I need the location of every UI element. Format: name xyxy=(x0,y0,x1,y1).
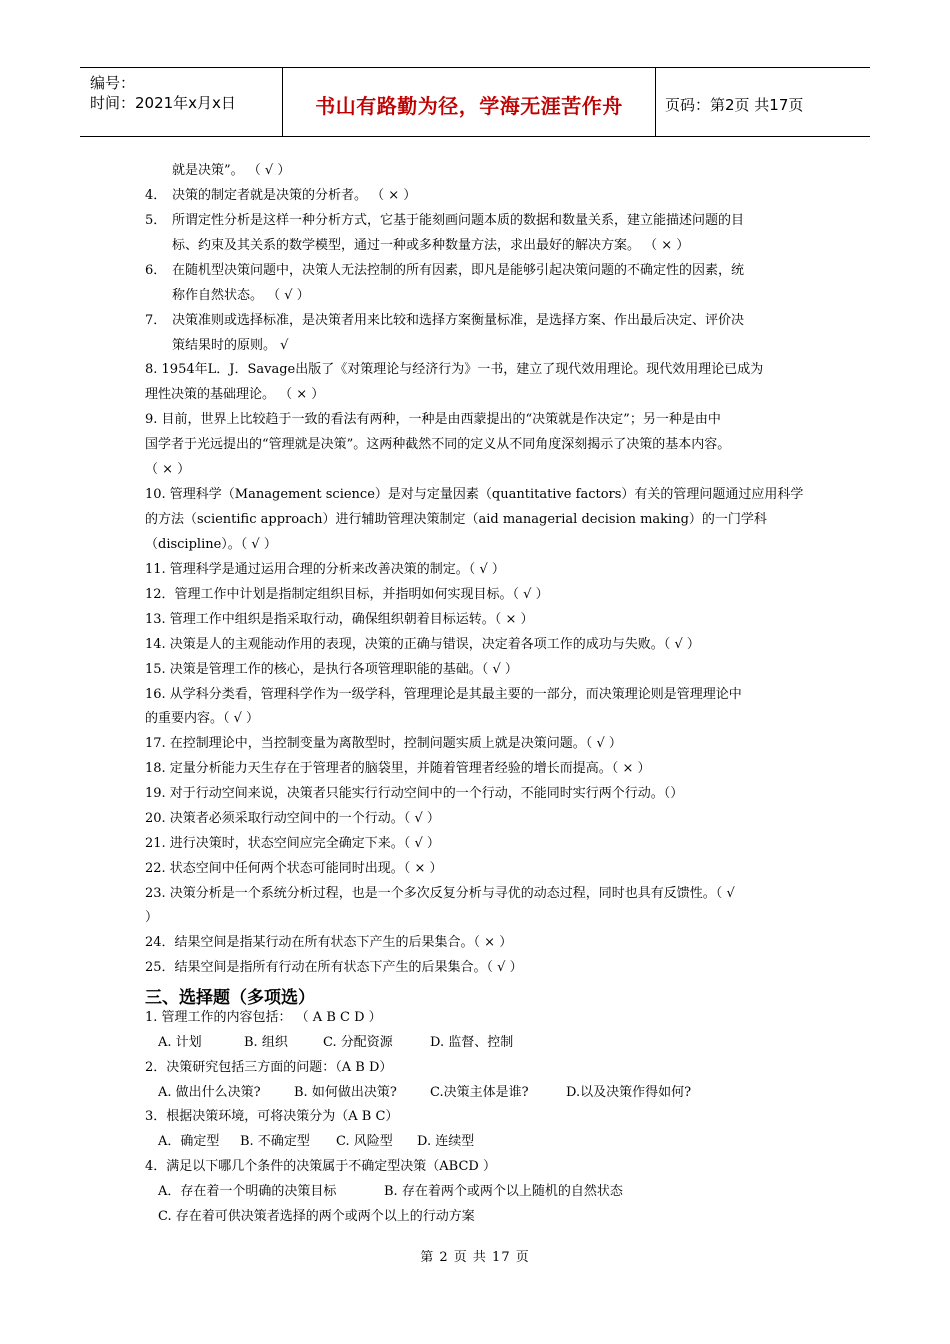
header-motto-cell xyxy=(282,68,656,136)
option-c: C.决策主体是谁? xyxy=(430,1085,529,1100)
item-9: 9. 目前，世界上比较趋于一致的看法有两种，一种是由西蒙提出的“决策就是作决定”；另一种是由中 xyxy=(145,412,721,427)
item-10-cont2: （discipline）。（ √ ） xyxy=(145,537,277,552)
option-d: D. 监督、控制 xyxy=(430,1035,514,1050)
item-18: 18. 定量分析能力天生存在于管理者的脑袋里，并随着管理者经验的增长而提高。（ × ） xyxy=(145,761,651,776)
question-3: 3．根据决策环境，可将决策分为（A B C） xyxy=(145,1109,399,1124)
option-c: C. 分配资源 xyxy=(323,1035,393,1050)
item-8: 8. 1954年L．J．Savage出版了《对策理论与经济行为》一书，建立了现代效用理论。现代效用理论已成为 xyxy=(145,362,764,377)
item-12: 12．管理工作中计划是指制定组织目标，并指明如何实现目标。（ √ ） xyxy=(145,587,549,602)
time-label: 时间：2021年x月x日 xyxy=(90,94,236,112)
code-label: 编号： xyxy=(90,74,136,92)
item-17: 17. 在控制理论中，当控制变量为离散型时，控制问题实质上就是决策问题。（ √ ） xyxy=(145,736,622,751)
option-a: A．存在着一个明确的决策目标 xyxy=(158,1184,337,1199)
item-16: 16. 从学科分类看，管理科学作为一级学科，管理理论是其最主要的一部分，而决策理论则是管理理论中 xyxy=(145,687,742,702)
item-number: 7． xyxy=(145,313,167,328)
item-6-cont: 称作自然状态。 （ √ ） xyxy=(172,288,310,303)
item-23-cont: ） xyxy=(145,910,159,925)
item-20: 20. 决策者必须采取行动空间中的一个行动。（ √ ） xyxy=(145,811,440,826)
option-b: B. 不确定型 xyxy=(240,1134,310,1149)
question-4: 4．满足以下哪几个条件的决策属于不确定型决策（ABCD ） xyxy=(145,1159,496,1174)
item-text: 在随机型决策问题中，决策人无法控制的所有因素，即凡是能够引起决策问题的不确定性的因素，统 xyxy=(172,263,745,278)
item-text: 决策的制定者就是决策的分析者。 （ × ） xyxy=(172,188,417,203)
item-8-cont: 理性决策的基础理论。 （ × ） xyxy=(145,387,325,402)
option-a: A. 做出什么决策? xyxy=(158,1085,261,1100)
item-4 xyxy=(145,187,815,205)
option-a: A. 计划 xyxy=(158,1035,202,1050)
item-22: 22. 状态空间中任何两个状态可能同时出现。（ × ） xyxy=(145,861,443,876)
option-b: B. 组织 xyxy=(244,1035,288,1050)
item-7-cont: 策结果时的原则。 √ xyxy=(172,338,289,353)
header-page-cell xyxy=(655,68,870,136)
option-b: B. 存在着两个或两个以上随机的自然状态 xyxy=(384,1184,623,1199)
section-title: 三、选择题（多项选） xyxy=(145,988,315,1008)
item-10: 10. 管理科学（Management science）是对与定量因素（quantitative factors）有关的管理问题通过应用科学 xyxy=(145,487,804,502)
item-text: 所谓定性分析是这样一种分析方式，它基于能刻画问题本质的数据和数量关系，建立能描述问题的目 xyxy=(172,213,745,228)
item-25: 25．结果空间是指所有行动在所有状态下产生的后果集合。（ √ ） xyxy=(145,960,523,975)
item-text: 决策准则或选择标准，是决策者用来比较和选择方案衡量标准，是选择方案、作出最后决定、评价决 xyxy=(172,313,745,328)
item-9-cont: 国学者于光远提出的“管理就是决策”。这两种截然不同的定义从不同角度深刻揭示了决策的基本内容。 xyxy=(145,437,731,452)
option-d: D.以及决策作得如何? xyxy=(566,1085,692,1100)
item-23: 23. 决策分析是一个系统分析过程，也是一个多次反复分析与寻优的动态过程，同时也具有反馈性。（ √ xyxy=(145,886,735,901)
header-left-cell xyxy=(80,68,282,136)
option-a: A．确定型 xyxy=(158,1134,220,1149)
item-9-cont2: （ × ） xyxy=(145,462,191,477)
item-5-cont: 标、约束及其关系的数学模型，通过一种或多种数量方法，求出最好的解决方案。 （ × ） xyxy=(172,238,690,253)
option-c: C. 风险型 xyxy=(336,1134,393,1149)
item-number: 6． xyxy=(145,263,167,278)
item-5 xyxy=(145,212,815,230)
item-15: 15. 决策是管理工作的核心，是执行各项管理职能的基础。（ √ ） xyxy=(145,662,518,677)
option-d: D. 连续型 xyxy=(417,1134,475,1149)
item-14: 14. 决策是人的主观能动作用的表现，决策的正确与错误，决定着各项工作的成功与失败。（ √ ） xyxy=(145,637,700,652)
page-label: 页码：第2页 共17页 xyxy=(665,96,804,114)
item-19: 19. 对于行动空间来说，决策者只能实行行动空间中的一个行动，不能同时实行两个行动。（） xyxy=(145,786,684,801)
item-7 xyxy=(145,312,815,330)
motto: 书山有路勤为径，学海无涯苦作舟 xyxy=(315,94,623,118)
item-21: 21. 进行决策时，状态空间应完全确定下来。（ √ ） xyxy=(145,836,440,851)
item-24: 24．结果空间是指某行动在所有状态下产生的后果集合。（ × ） xyxy=(145,935,513,950)
item-number: 5． xyxy=(145,213,167,228)
page-header xyxy=(80,67,870,137)
item-10-cont: 的方法（scientific approach）进行辅助管理决策制定（aid managerial decision making）的一门学科 xyxy=(145,512,767,527)
question-1: 1. 管理工作的内容包括： （ A B C D ） xyxy=(145,1010,382,1025)
option-c: C. 存在着可供决策者选择的两个或两个以上的行动方案 xyxy=(158,1209,475,1224)
item-13: 13. 管理工作中组织是指采取行动，确保组织朝着目标运转。（ × ） xyxy=(145,612,534,627)
item-number: 4． xyxy=(145,188,167,203)
option-b: B. 如何做出决策? xyxy=(294,1085,397,1100)
item-16-cont: 的重要内容。（ √ ） xyxy=(145,711,260,726)
page-footer: 第 2 页 共 17 页 xyxy=(420,1250,530,1265)
item-3-tail: 就是决策”。 （ √ ） xyxy=(172,163,291,178)
item-11: 11. 管理科学是通过运用合理的分析来改善决策的制定。（ √ ） xyxy=(145,562,505,577)
question-2: 2．决策研究包括三方面的问题：（A B D） xyxy=(145,1060,393,1075)
item-6 xyxy=(145,262,815,280)
